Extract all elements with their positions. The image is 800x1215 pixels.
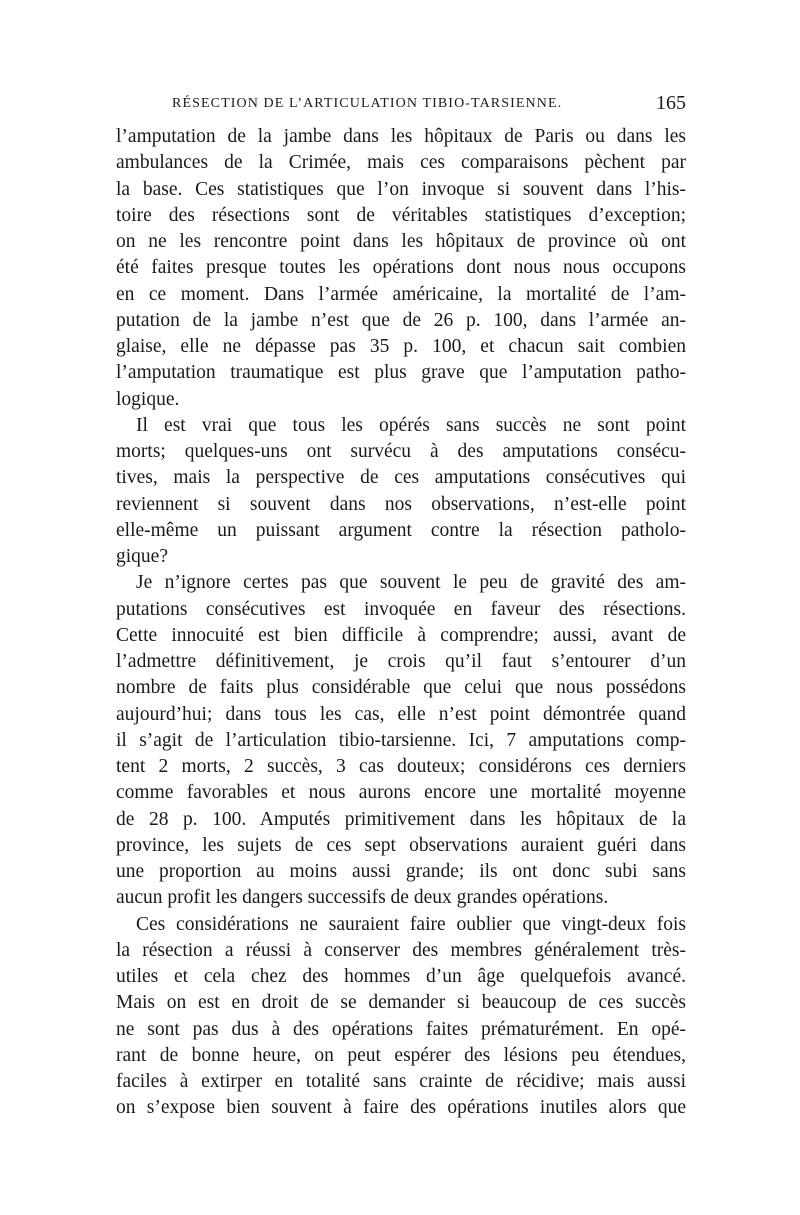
text-line: on ne les rencontre point dans les hôpitaux de province où ont <box>116 231 686 252</box>
body-text <box>116 124 686 1122</box>
text-line: en ce moment. Dans l’armée américaine, la mortalité de l’am- <box>116 283 686 305</box>
text-line: tent 2 morts, 2 succès, 3 cas douteux; considérons ces derniers <box>116 756 686 777</box>
text-line: rant de bonne heure, on peut espérer des lésions peu étendues, <box>116 1044 686 1066</box>
text-line: il s’agit de l’articulation tibio-tarsienne. Ici, 7 amputations comp- <box>116 729 686 751</box>
text-line: putations consécutives est invoquée en faveur des résections. <box>116 598 686 620</box>
text-line: Je n’ignore certes pas que souvent le peu de gravité des am- <box>136 572 686 594</box>
text-line: gique? <box>116 546 168 567</box>
text-line: l’amputation traumatique est plus grave que l’amputation patho- <box>116 362 686 384</box>
text-line: l’admettre définitivement, je crois qu’il faut s’entourer d’un <box>116 651 686 672</box>
text-line: logique. <box>116 388 180 410</box>
text-line: Cette innocuité est bien difficile à comprendre; aussi, avant de <box>116 624 686 646</box>
text-line: aucun profit les dangers successifs de deux grandes opérations. <box>116 887 609 909</box>
text-line: l’amputation de la jambe dans les hôpitaux de Paris ou dans les <box>116 126 686 147</box>
text-line: on s’expose bien souvent à faire des opérations inutiles alors que <box>116 1097 686 1119</box>
text-line: comme favorables et nous aurons encore une mortalité moyenne <box>116 782 686 804</box>
running-title: RÉSECTION DE L’ARTICULATION TIBIO-TARSIENNE. <box>172 96 563 111</box>
text-line: une proportion au moins aussi grande; ils ont donc subi sans <box>116 861 686 882</box>
text-line: nombre de faits plus considérable que celui que nous possédons <box>116 677 686 699</box>
text-line: glaise, elle ne dépasse pas 35 p. 100, et chacun sait combien <box>116 336 686 357</box>
text-line: aujourd’hui; dans tous les cas, elle n’est point démontrée quand <box>116 703 686 725</box>
text-line: putation de la jambe n’est que de 26 p. 100, dans l’armée an- <box>116 309 686 331</box>
text-line: ne sont pas dus à des opérations faites prématurément. En opé- <box>116 1018 686 1040</box>
running-head <box>116 92 686 120</box>
text-line: Ces considérations ne sauraient faire oublier que vingt-deux fois <box>136 913 686 935</box>
text-line: la résection a réussi à conserver des membres généralement très- <box>116 939 686 961</box>
text-line: de 28 p. 100. Amputés primitivement dans les hôpitaux de la <box>116 808 686 830</box>
text-line: faciles à extirper en totalité sans crainte de récidive; mais aussi <box>116 1071 686 1092</box>
text-line: province, les sujets de ces sept observations auraient guéri dans <box>116 834 686 856</box>
text-line: morts; quelques-uns ont survécu à des amputations consécu- <box>116 441 686 462</box>
text-line: reviennent si souvent dans nos observations, n’est-elle point <box>116 493 686 515</box>
text-line: Il est vrai que tous les opérés sans succès ne sont point <box>136 414 686 436</box>
text-line: ambulances de la Crimée, mais ces comparaisons pèchent par <box>116 152 686 174</box>
text-line: utiles et cela chez des hommes d’un âge quelquefois avancé. <box>116 966 686 987</box>
text-line: elle-même un puissant argument contre la résection patholo- <box>116 519 686 541</box>
text-line: tives, mais la perspective de ces amputations consécutives qui <box>116 467 686 489</box>
text-line: Mais on est en droit de se demander si beaucoup de ces succès <box>116 992 686 1014</box>
page-number: 165 <box>656 92 686 114</box>
text-line: la base. Ces statistiques que l’on invoque si souvent dans l’his- <box>116 178 686 200</box>
text-line: toire des résections sont de véritables statistiques d’exception; <box>116 204 686 226</box>
text-line: été faites presque toutes les opérations dont nous nous occupons <box>116 257 686 279</box>
